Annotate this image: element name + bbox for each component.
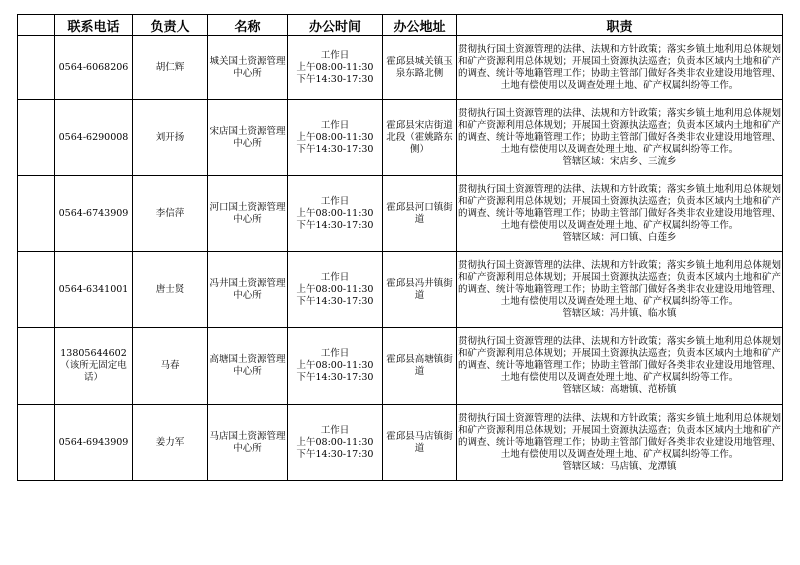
hours-morning: 上午08:00-11:30	[296, 436, 374, 448]
row-blank	[18, 252, 55, 328]
table-row	[18, 252, 783, 328]
header-row	[18, 15, 783, 36]
table-row	[18, 176, 783, 252]
office-name-cell: 宋店国土资源管理中心所	[208, 100, 288, 176]
hours-day: 工作日	[320, 348, 350, 359]
jurisdiction-text: 管辖区域：冯井镇、临水镇	[562, 307, 677, 319]
office-name-cell: 马店国土资源管理中心所	[208, 405, 288, 481]
office-name-cell: 城关国土资源管理中心所	[208, 36, 288, 100]
hours-day: 工作日	[320, 119, 350, 131]
office-hours-cell	[288, 100, 383, 176]
office-name-cell: 河口国土资源管理中心所	[208, 176, 288, 252]
header-blank	[18, 15, 55, 36]
address-cell: 霍邱县高塘镇街道	[383, 328, 457, 405]
office-hours-cell	[288, 328, 383, 405]
duty-text: 贯彻执行国土资源管理的法律、法规和方针政策；落实乡镇土地利用总体规划和矿产资源利用总体规划；开展国土资源执法巡查；负责本区域内土地和矿产的调查、统计等地籍管理工作；协助主管部门做好各类非农业建设用地管理、土地有偿使用以及调查处理土地、矿产权属纠纷等工作。	[457, 259, 781, 307]
duty-text: 贯彻执行国土资源管理的法律、法规和方针政策；落实乡镇土地利用总体规划和矿产资源利用总体规划；开展国土资源执法巡查；负责本区域内土地和矿产的调查、统计等地籍管理工作；协助主管部门做好各类非农业建设用地管理、土地有偿使用以及调查处理土地、矿产权属纠纷等工作。	[457, 43, 781, 91]
phone-cell: 0564-6068206	[55, 36, 133, 100]
duty-cell	[457, 176, 783, 252]
jurisdiction-text: 管辖区域：高塘镇、范桥镇	[562, 384, 677, 395]
header-person: 负责人	[133, 15, 208, 36]
header-duty: 职责	[457, 15, 783, 36]
duty-text: 贯彻执行国土资源管理的法律、法规和方针政策；落实乡镇土地利用总体规划和矿产资源利用总体规划；开展国土资源执法巡查；负责本区域内土地和矿产的调查、统计等地籍管理工作；协助主管部门做好各类非农业建设用地管理、土地有偿使用以及调查处理土地、矿产权属纠纷等工作。	[457, 412, 781, 460]
hours-morning: 上午08:00-11:30	[296, 283, 374, 295]
address-cell: 霍邱县河口镇街道	[383, 176, 457, 252]
office-hours-cell	[288, 252, 383, 328]
duty-cell	[457, 405, 783, 481]
office-table	[17, 14, 783, 481]
duty-cell	[457, 36, 783, 100]
duty-text: 贯彻执行国土资源管理的法律、法规和方针政策；落实乡镇土地利用总体规划和矿产资源利用总体规划；开展国土资源执法巡查；负责本区域内土地和矿产的调查、统计等地籍管理工作；协助主管部门做好各类非农业建设用地管理、土地有偿使用以及调查处理土地、矿产权属纠纷等工作。	[457, 183, 781, 231]
hours-afternoon: 下午14:30-17:30	[296, 295, 374, 307]
address-cell: 霍邱县冯井镇街道	[383, 252, 457, 328]
office-hours-cell	[288, 176, 383, 252]
hours-afternoon: 下午14:30-17:30	[296, 143, 374, 155]
jurisdiction-text: 管辖区域：宋店乡、三流乡	[562, 155, 677, 167]
phone-cell: 0564-6743909	[55, 176, 133, 252]
header-address: 办公地址	[383, 15, 457, 36]
header-phone: 联系电话	[55, 15, 133, 36]
row-blank	[18, 100, 55, 176]
hours-afternoon: 下午14:30-17:30	[296, 372, 374, 383]
hours-morning: 上午08:00-11:30	[296, 131, 374, 143]
hours-day: 工作日	[320, 271, 350, 283]
office-hours-cell	[288, 36, 383, 100]
row-blank	[18, 36, 55, 100]
hours-morning: 上午08:00-11:30	[296, 360, 374, 371]
jurisdiction-text: 管辖区域：马店镇、龙潭镇	[562, 460, 677, 472]
phone-cell: 13805644602（该所无固定电话）	[55, 328, 133, 405]
address-cell: 霍邱县城关镇玉泉东路北侧	[383, 36, 457, 100]
hours-day: 工作日	[320, 49, 350, 61]
duty-cell	[457, 252, 783, 328]
address-cell: 霍邱县宋店街道北段（霍姚路东侧）	[383, 100, 457, 176]
hours-afternoon: 下午14:30-17:30	[296, 219, 374, 231]
hours-afternoon: 下午14:30-17:30	[296, 73, 374, 85]
table-row	[18, 100, 783, 176]
person-cell: 马春	[133, 328, 208, 405]
table-row	[18, 405, 783, 481]
person-cell: 刘开扬	[133, 100, 208, 176]
hours-morning: 上午08:00-11:30	[296, 207, 374, 219]
person-cell: 胡仁辉	[133, 36, 208, 100]
duty-cell	[457, 100, 783, 176]
table-row	[18, 36, 783, 100]
duty-text: 贯彻执行国土资源管理的法律、法规和方针政策；落实乡镇土地利用总体规划和矿产资源利用总体规划；开展国土资源执法巡查；负责本区域内土地和矿产的调查、统计等地籍管理工作；协助主管部门做好各类非农业建设用地管理、土地有偿使用以及调查处理土地、矿产权属纠纷等工作。	[457, 107, 781, 155]
duty-cell	[457, 328, 783, 405]
row-blank	[18, 176, 55, 252]
hours-afternoon: 下午14:30-17:30	[296, 448, 374, 460]
person-cell: 唐士贤	[133, 252, 208, 328]
hours-day: 工作日	[320, 424, 350, 436]
person-cell: 姜力军	[133, 405, 208, 481]
office-name-cell: 高塘国土资源管理中心所	[208, 328, 288, 405]
row-blank	[18, 328, 55, 405]
person-cell: 李信萍	[133, 176, 208, 252]
office-name-cell: 冯井国土资源管理中心所	[208, 252, 288, 328]
row-blank	[18, 405, 55, 481]
table-row	[18, 328, 783, 405]
address-cell: 霍邱县马店镇街道	[383, 405, 457, 481]
phone-cell: 0564-6943909	[55, 405, 133, 481]
phone-cell: 0564-6341001	[55, 252, 133, 328]
header-time: 办公时间	[288, 15, 383, 36]
jurisdiction-text: 管辖区域：河口镇、白莲乡	[562, 231, 677, 243]
phone-cell: 0564-6290008	[55, 100, 133, 176]
hours-day: 工作日	[320, 195, 350, 207]
header-name: 名称	[208, 15, 288, 36]
office-hours-cell	[288, 405, 383, 481]
duty-text: 贯彻执行国土资源管理的法律、法规和方针政策；落实乡镇土地利用总体规划和矿产资源利用总体规划；开展国土资源执法巡查；负责本区域内土地和矿产的调查、统计等地籍管理工作；协助主管部门做好各类非农业建设用地管理、土地有偿使用以及调查处理土地、矿产权属纠纷等工作。	[457, 336, 781, 383]
hours-morning: 上午08:00-11:30	[296, 61, 374, 73]
